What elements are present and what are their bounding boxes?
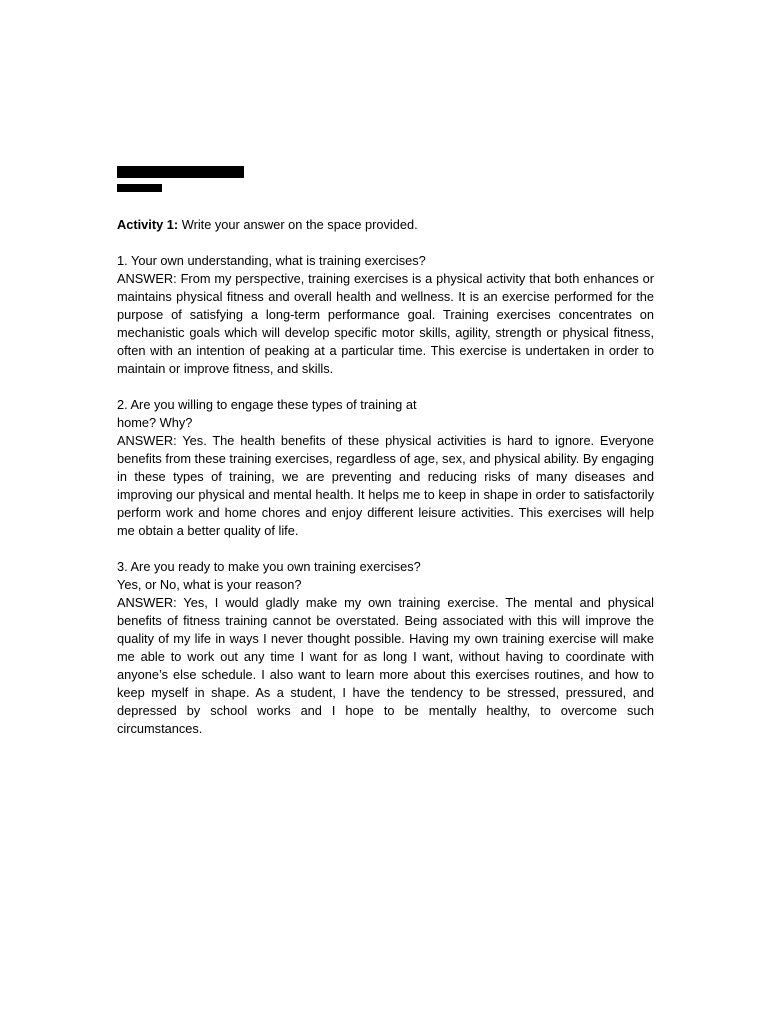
question-item-1 [117,252,654,378]
answer-text: Yes. The health benefits of these physical activities is hard to ignore. Everyone benefits from these training exercises, regardless of age, sex, and physical ability. By engaging in these types of training, we are preventing and reducing risks of many diseases and improving our physical and mental health. It helps me to keep in shape in order to satisfactorily perform work and home chores and enjoy different leisure activities. This exercises will help me obtain a better quality of life. [117,433,654,538]
answer-label: ANSWER: [117,271,177,286]
answer-label: ANSWER: [117,595,177,610]
question-item-2 [117,396,654,540]
redacted-name-bar [117,166,244,178]
answer-text: Yes, I would gladly make my own training exercise. The mental and physical benefits of fitness training cannot be overstated. Being associated with this will improve the quality of my life in ways I never thought possible. Having my own training exercise will make me able to work out any time I want for as long I want, without having to coordinate with anyone’s else schedule. I also want to learn more about this exercises routines, and how to keep myself in shape. As a student, I have the tendency to be stressed, pressured, and depressed by school works and I hope to be mentally healthy, to overcome such circumstances. [117,595,654,736]
answer-text: From my perspective, training exercises is a physical activity that both enhances or maintains physical fitness and overall health and wellness. It is an exercise performed for the purpose of satisfying a long-term performance goal. Training exercises concentrates on mechanistic goals which will develop specific motor skills, agility, strength or physical fitness, often with an intention of peaking at a particular time. This exercise is undertaken in order to maintain or improve fitness, and skills. [117,271,654,376]
question-text-continued: Yes, or No, what is your reason? [117,577,302,592]
document-body [117,216,654,738]
document-page [117,166,654,738]
question-text: 2. Are you willing to engage these types of training at [117,397,417,412]
answer-paragraph [117,270,654,378]
redacted-section-bar [117,184,162,192]
activity-instruction: Write your answer on the space provided. [178,217,418,232]
answer-label: ANSWER: [117,433,177,448]
activity-label: Activity 1: [117,217,179,232]
question-text: 1. Your own understanding, what is training exercises? [117,253,426,268]
question-text: 3. Are you ready to make you own training exercises? [117,559,421,574]
question-text-continued: home? Why? [117,415,193,430]
activity-heading [117,216,654,234]
question-item-3 [117,558,654,738]
answer-paragraph [117,432,654,540]
answer-paragraph [117,594,654,738]
